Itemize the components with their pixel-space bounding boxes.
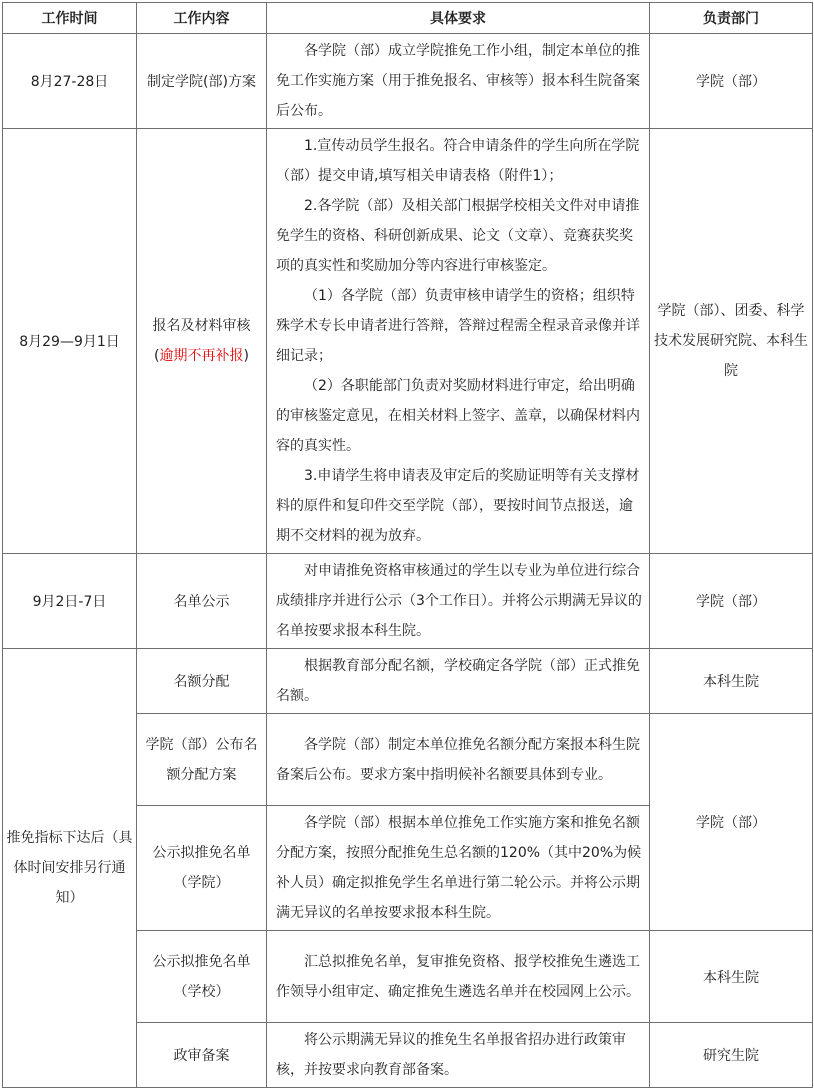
department-cell: 学院（部） xyxy=(650,554,813,649)
requirement-text: 对申请推免资格审核通过的学生以专业为单位进行综合成绩排序并进行公示（3个工作日）。并将公示期满无异议的名单按要求报本科生院。 xyxy=(276,563,642,639)
header-row xyxy=(3,3,813,34)
content-cell: 公示拟推免名单（学校） xyxy=(137,931,267,1023)
late-note-text: 逾期不再补报 xyxy=(159,348,244,364)
requirements-cell xyxy=(267,554,650,649)
requirement-text: 将公示期满无异议的推免生名单报省招办进行政策审核，并按要求向教育部备案。 xyxy=(276,1032,626,1078)
department-cell: 学院（部） xyxy=(650,34,813,129)
requirement-text: 各学院（部）成立学院推免工作小组，制定本单位的推免工作实施方案（用于推免报名、审核等）报本科生院备案后公布。 xyxy=(276,43,640,119)
table-row xyxy=(3,129,813,554)
late-note: (逾期不再补报) xyxy=(154,348,249,364)
requirement-text: （1）各学院（部）负责审核申请学生的资格；组织特殊学术专长申请者进行答辩，答辩过程需全程录音录像并详细记录； xyxy=(276,288,640,364)
requirement-text: 根据教育部分配名额，学校确定各学院（部）正式推免名额。 xyxy=(276,658,640,704)
table-row xyxy=(3,554,813,649)
department-cell: 本科生院 xyxy=(650,649,813,714)
department-cell: 研究生院 xyxy=(650,1023,813,1088)
header-department: 负责部门 xyxy=(650,3,813,34)
requirement-text: 各学院（部）制定本单位推免名额分配方案报本科生院备案后公布。要求方案中指明候补名额要具体到专业。 xyxy=(276,736,640,783)
content-cell: 学院（部）公布名额分配方案 xyxy=(137,714,267,806)
group-time-cell: 推免指标下达后（具体时间安排另行通知） xyxy=(3,649,137,1088)
requirements-cell xyxy=(267,34,650,129)
requirement-text: （2）各职能部门负责对奖励材料进行审定，给出明确的审核鉴定意见，在相关材料上签字、盖章，以确保材料内容的真实性。 xyxy=(276,378,640,454)
content-cell: 制定学院(部)方案 xyxy=(137,34,267,129)
content-cell xyxy=(137,129,267,554)
department-cell: 学院（部）、团委、科学技术发展研究院、本科生院 xyxy=(650,129,813,554)
time-cell: 9月2日-7日 xyxy=(3,554,137,649)
time-cell: 8月29—9月1日 xyxy=(3,129,137,554)
content-cell: 公示拟推免名单（学院） xyxy=(137,806,267,931)
requirement-text: 1.宣传动员学生报名。符合申请条件的学生向所在学院（部）提交申请,填写相关申请表格（附件1）； xyxy=(276,138,640,184)
requirements-cell xyxy=(267,714,650,806)
requirements-cell xyxy=(267,1023,650,1088)
requirement-text: 汇总拟推免名单，复审推免资格、报学校推免生遴选工作领导小组审定、确定推免生遴选名单并在校园网上公示。 xyxy=(276,953,640,1000)
table-row xyxy=(3,34,813,129)
requirements-cell xyxy=(267,931,650,1023)
department-cell: 学院（部） xyxy=(650,714,813,931)
requirements-cell xyxy=(267,806,650,931)
content-cell: 名额分配 xyxy=(137,649,267,714)
table-row xyxy=(3,649,813,714)
content-label: 报名及材料审核 xyxy=(152,318,251,334)
header-requirements: 具体要求 xyxy=(267,3,650,34)
requirement-text: 2.各学院（部）及相关部门根据学校相关文件对申请推免学生的资格、科研创新成果、论文（文章）、竞赛获奖奖项的真实性和奖励加分等内容进行审核鉴定。 xyxy=(276,198,640,274)
department-cell: 本科生院 xyxy=(650,931,813,1023)
time-cell: 8月27-28日 xyxy=(3,34,137,129)
header-content: 工作内容 xyxy=(137,3,267,34)
requirement-text: 3.申请学生将申请表及审定后的奖励证明等有关支撑材料的原件和复印件交至学院（部），要按时间节点报送，逾期不交材料的视为放弃。 xyxy=(276,468,640,544)
requirements-cell xyxy=(267,129,650,554)
requirement-text: 各学院（部）根据本单位推免工作实施方案和推免名额分配方案，按照分配推免生总名额的120%（其中20%为候补人员）确定拟推免学生名单进行第二轮公示。并将公示期满无异议的名单按要求报本科生院。 xyxy=(276,815,642,921)
requirements-cell xyxy=(267,649,650,714)
content-cell: 名单公示 xyxy=(137,554,267,649)
content-cell: 政审备案 xyxy=(137,1023,267,1088)
header-time: 工作时间 xyxy=(3,3,137,34)
schedule-table xyxy=(2,2,813,1088)
